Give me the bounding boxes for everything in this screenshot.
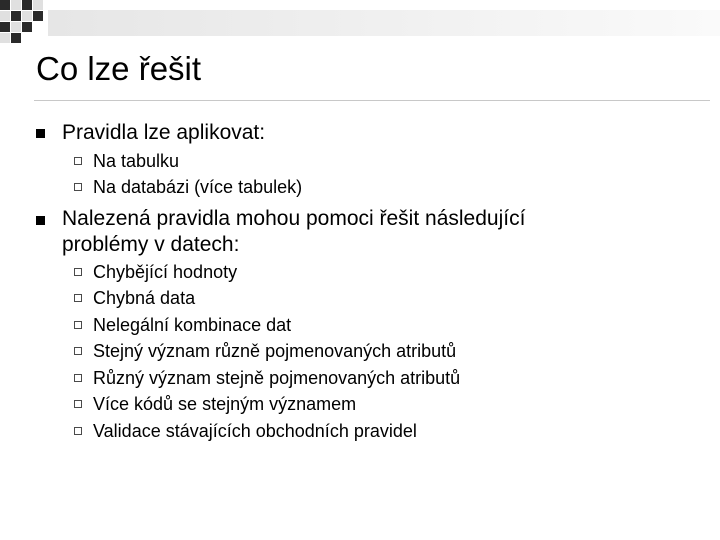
sub-bullet-text: Různý význam stejně pojmenovaných atributů (93, 368, 461, 388)
hollow-square-bullet-icon (74, 321, 82, 329)
sub-bullet-text: Na databázi (více tabulek) (93, 177, 303, 197)
sub-bullet-text: Stejný význam různě pojmenovaných atributů (93, 341, 457, 361)
hollow-square-bullet-icon (74, 157, 82, 165)
sub-bullet-text: Více kódů se stejným významem (93, 394, 357, 414)
bullet-text: Pravidla lze aplikovat: (62, 121, 266, 144)
hollow-square-bullet-icon (74, 183, 82, 191)
slide-title: Co lze řešit (36, 50, 202, 87)
bullet-text-line: Nalezená pravidla mohou pomoci řešit následující (62, 207, 526, 230)
sub-bullet-text: Validace stávajících obchodních pravidel (93, 421, 417, 441)
hollow-square-bullet-icon (74, 268, 82, 276)
hollow-square-bullet-icon (74, 347, 82, 355)
sub-bullet-text: Chybná data (93, 288, 196, 308)
bullet-text-line: problémy v datech: (62, 233, 240, 256)
hollow-square-bullet-icon (74, 400, 82, 408)
hollow-square-bullet-icon (74, 374, 82, 382)
sub-bullet-text: Chybějící hodnoty (93, 262, 238, 282)
filled-square-bullet-icon (36, 129, 45, 138)
sub-bullet-text: Nelegální kombinace dat (93, 315, 292, 335)
sub-bullet-text: Na tabulku (93, 151, 180, 171)
hollow-square-bullet-icon (74, 427, 82, 435)
hollow-square-bullet-icon (74, 294, 82, 302)
filled-square-bullet-icon (36, 216, 45, 225)
